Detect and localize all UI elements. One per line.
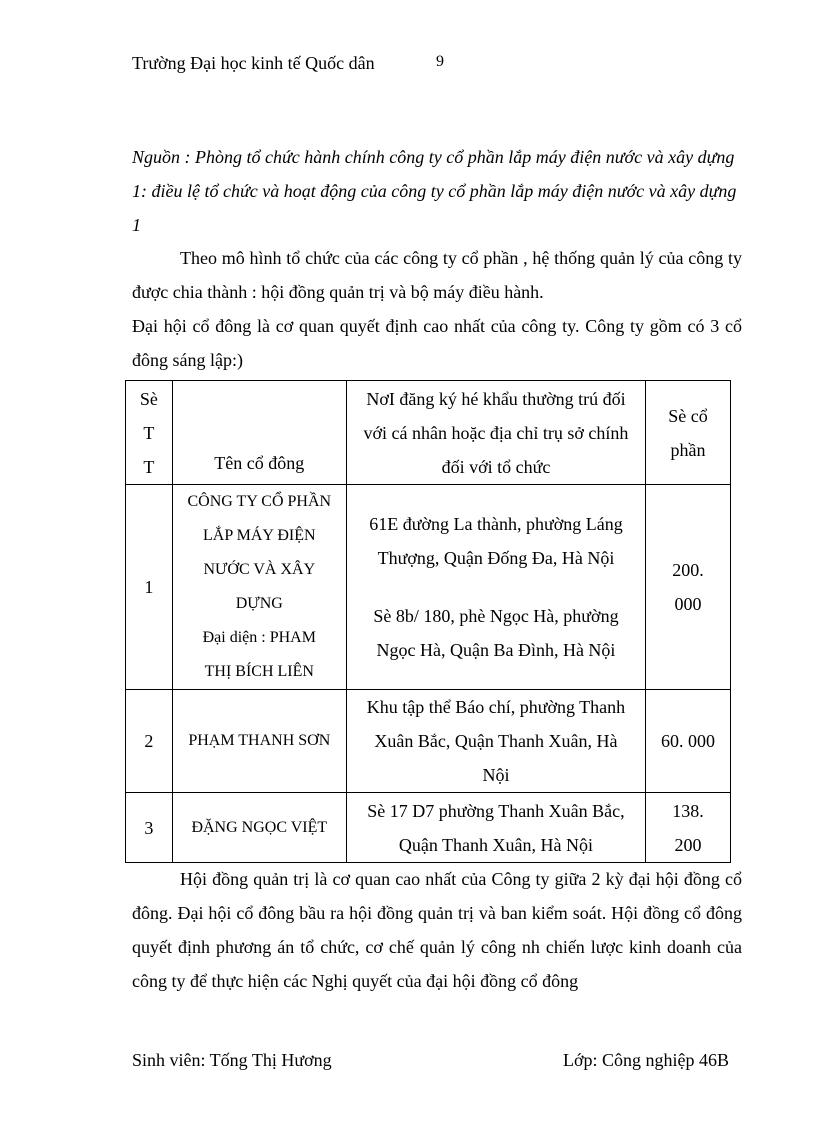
row-name-line: CÔNG TY CỔ PHẦN [187, 493, 332, 510]
row-name-line: THỊ BÍCH LIÊN [204, 663, 314, 680]
row-stt: 2 [126, 690, 173, 793]
row-name-line: LẮP MÁY ĐIỆN [202, 527, 316, 544]
row-name [172, 485, 346, 690]
row-name: PHẠM THANH SƠN [172, 690, 346, 793]
header-stt [126, 381, 173, 485]
row-name-line: DỰNG [235, 595, 283, 612]
row-name-line: Đại diện : PHAM [202, 629, 316, 646]
row-address-text: Khu tập thể Báo chí, phường Thanh Xuân Bắc, Quận Thanh Xuân, Hà Nội [366, 697, 626, 785]
row-shares-text: 138. 200 [672, 800, 704, 855]
row-address [346, 793, 645, 863]
source-note: Nguồn : Phòng tổ chức hành chính công ty cổ phần lắp máy điện nước và xây dựng 1: điều lệ tổ chức và hoạt động của công ty cổ phần lắp máy điện nước và xây dựng 1 [132, 147, 737, 235]
table-row [126, 690, 731, 793]
paragraph-org-model: Theo mô hình tổ chức của các công ty cổ phần , hệ thống quản lý của công ty được chia thành : hội đồng quản trị và bộ máy điều hành. [132, 248, 742, 302]
row-name: ĐẶNG NGỌC VIỆT [172, 793, 346, 863]
paragraph-shareholders-intro: Đại hội cổ đông là cơ quan quyết định cao nhất của công ty. Công ty gồm có 3 cổ đông sáng lập:) [132, 316, 742, 370]
row-shares: 60. 000 [646, 690, 731, 793]
shareholders-table [125, 380, 731, 863]
row-stt: 1 [126, 485, 173, 690]
header-name-text: Tên cổ đông [214, 453, 305, 473]
header-address-text: NơI đăng ký hé khẩu thường trú đối với cá nhân hoặc địa chỉ trụ sở chính đối với tổ chức [363, 388, 629, 477]
paragraph-board: Hội đồng quản trị là cơ quan cao nhất của Công ty giữa 2 kỳ đại hội đồng cổ đông. Đại hội cổ đông bầu ra hội đồng quản trị và ban kiểm soát. Hội đồng cổ đông quyết định phương án tổ chức, cơ chế quản lý công nh chiến lược kinh doanh của công ty để thực hiện các Nghị quyết của đại hội đồng cổ đông [132, 869, 742, 991]
row-address-text: Sè 17 D7 phường Thanh Xuân Bắc, Quận Thanh Xuân, Hà Nội [367, 800, 625, 855]
page-number: 9 [436, 53, 444, 70]
header-name [172, 381, 346, 485]
footer-student: Sinh viên: Tống Thị Hương [132, 1050, 332, 1070]
row-shares [646, 485, 731, 690]
row-stt: 3 [126, 793, 173, 863]
header-shares-text: Sè cổ phần [668, 405, 708, 460]
header-shares [646, 381, 731, 485]
row-address-1: 61E đường La thành, phường Láng Thượng, Quận Đống Đa, Hà Nội [369, 514, 623, 568]
row-name-line: NƯỚC VÀ XÂY [203, 561, 316, 578]
row-shares-text: 200. 000 [672, 560, 704, 614]
footer-class: Lớp: Công nghiệp 46B [563, 1050, 730, 1070]
table-row [126, 485, 731, 690]
table-row [126, 793, 731, 863]
header-stt-line: T [143, 422, 155, 443]
header-address [346, 381, 645, 485]
header-stt-line: Sè [139, 388, 158, 409]
row-address [346, 485, 645, 690]
table-header-row [126, 381, 731, 485]
row-shares [646, 793, 731, 863]
row-address [346, 690, 645, 793]
header-school-name: Trường Đại học kinh tế Quốc dân [132, 53, 375, 73]
header-stt-line: T [143, 456, 155, 477]
row-address-2: Sè 8b/ 180, phè Ngọc Hà, phường Ngọc Hà, Quận Ba Đình, Hà Nội [373, 606, 619, 660]
